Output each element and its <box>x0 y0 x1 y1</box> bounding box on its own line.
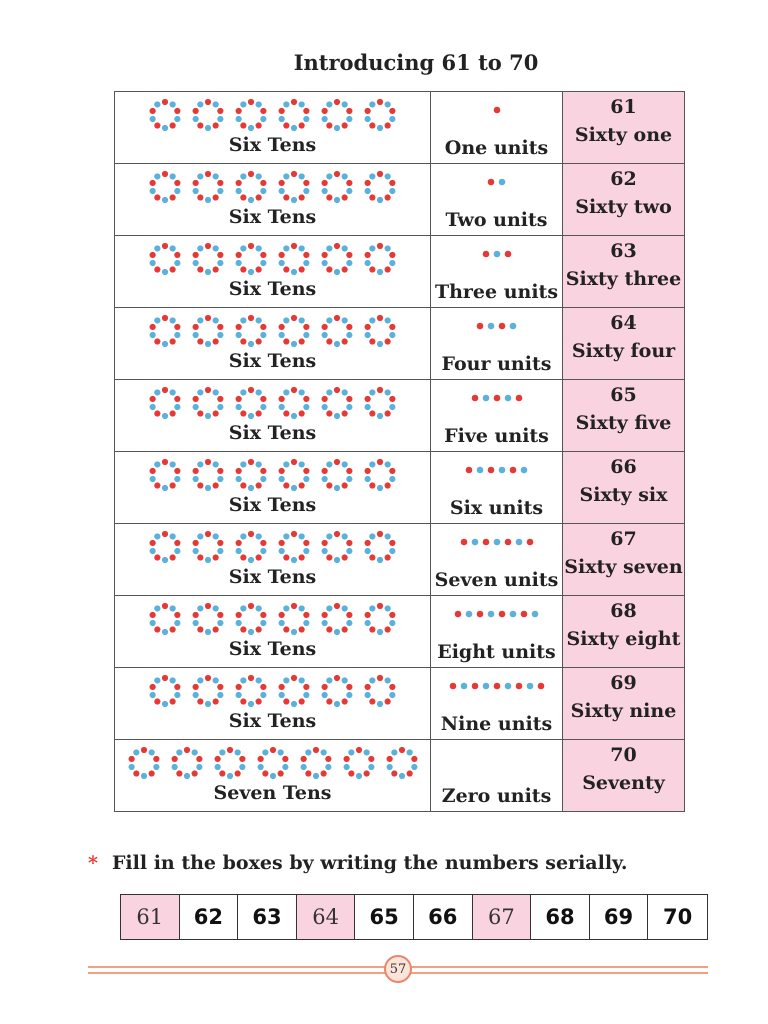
ten-bead-ring-icon <box>256 746 290 780</box>
ten-bead-ring-icon <box>234 530 268 564</box>
unit-bead-icon <box>509 466 517 474</box>
unit-bead-icon <box>482 682 490 690</box>
tens-label: Six Tens <box>228 638 317 660</box>
ten-bead-ring-icon <box>342 746 376 780</box>
ten-bead-ring-icon <box>363 98 397 132</box>
tens-label: Seven Tens <box>213 782 332 804</box>
tens-cell <box>115 236 431 308</box>
unit-bead-icon <box>504 250 512 258</box>
ten-bead-ring-icon <box>191 170 225 204</box>
units-cell <box>431 236 563 308</box>
serial-box: 65 <box>355 895 414 939</box>
number-word: Sixty nine <box>570 700 677 722</box>
number-word: Sixty eight <box>566 628 681 650</box>
ten-bead-ring-icon <box>320 170 354 204</box>
ten-bead-ring-icon <box>277 170 311 204</box>
number-word: Sixty four <box>571 340 676 362</box>
ten-rings <box>148 457 397 493</box>
serial-box: 70 <box>648 895 707 939</box>
unit-bead-icon <box>449 682 457 690</box>
tens-cell <box>115 380 431 452</box>
unit-beads <box>431 250 562 260</box>
unit-bead-icon <box>460 682 468 690</box>
number-cell <box>563 308 685 380</box>
unit-bead-icon <box>520 610 528 618</box>
number-cell <box>563 668 685 740</box>
unit-beads <box>431 466 562 476</box>
unit-bead-icon <box>537 682 545 690</box>
ten-bead-ring-icon <box>127 746 161 780</box>
tens-label: Six Tens <box>228 206 317 228</box>
ten-rings <box>148 169 397 205</box>
ten-bead-ring-icon <box>363 458 397 492</box>
serial-number-boxes <box>120 894 708 940</box>
ten-bead-ring-icon <box>320 242 354 276</box>
ten-bead-ring-icon <box>363 314 397 348</box>
tens-cell <box>115 92 431 164</box>
unit-bead-icon <box>498 322 506 330</box>
units-label: Zero units <box>441 785 552 807</box>
table-row <box>115 92 685 164</box>
table-row <box>115 596 685 668</box>
ten-bead-ring-icon <box>191 242 225 276</box>
number-value: 66 <box>610 456 637 478</box>
number-value: 68 <box>610 600 637 622</box>
ten-bead-ring-icon <box>234 602 268 636</box>
ten-bead-ring-icon <box>191 458 225 492</box>
tens-group <box>115 236 430 300</box>
unit-bead-icon <box>509 610 517 618</box>
number-value: 62 <box>610 168 637 190</box>
number-cell <box>563 740 685 812</box>
ten-rings <box>148 97 397 133</box>
tens-group <box>115 308 430 372</box>
exercise-instruction <box>88 852 628 874</box>
tens-label: Six Tens <box>228 350 317 372</box>
ten-bead-ring-icon <box>320 458 354 492</box>
ten-rings <box>148 673 397 709</box>
unit-bead-icon <box>493 394 501 402</box>
tens-group <box>115 524 430 588</box>
serial-box: 69 <box>590 895 649 939</box>
unit-bead-icon <box>498 178 506 186</box>
unit-bead-icon <box>509 322 517 330</box>
ten-bead-ring-icon <box>148 602 182 636</box>
ten-bead-ring-icon <box>363 674 397 708</box>
number-value: 67 <box>610 528 637 550</box>
serial-box: 66 <box>414 895 473 939</box>
units-label: Four units <box>441 353 552 375</box>
unit-bead-icon <box>487 610 495 618</box>
tens-label: Six Tens <box>228 278 317 300</box>
unit-beads <box>431 682 562 692</box>
serial-box: 62 <box>180 895 239 939</box>
tens-label: Six Tens <box>228 566 317 588</box>
unit-bead-icon <box>498 610 506 618</box>
units-label: Eight units <box>437 641 556 663</box>
unit-bead-icon <box>454 610 462 618</box>
unit-bead-icon <box>460 538 468 546</box>
unit-bead-icon <box>476 322 484 330</box>
unit-bead-icon <box>520 466 528 474</box>
number-word: Seventy <box>582 772 665 794</box>
unit-bead-icon <box>476 610 484 618</box>
instruction-text: Fill in the boxes by writing the numbers serially. <box>111 852 628 874</box>
ten-bead-ring-icon <box>234 170 268 204</box>
number-value: 63 <box>610 240 637 262</box>
number-cell <box>563 164 685 236</box>
ten-bead-ring-icon <box>148 530 182 564</box>
unit-beads <box>431 754 562 764</box>
number-cell <box>563 92 685 164</box>
ten-bead-ring-icon <box>277 674 311 708</box>
ten-bead-ring-icon <box>148 674 182 708</box>
unit-bead-icon <box>476 466 484 474</box>
numbers-table <box>114 91 685 812</box>
units-cell <box>431 596 563 668</box>
tens-group <box>115 668 430 732</box>
unit-bead-icon <box>465 466 473 474</box>
ten-bead-ring-icon <box>363 386 397 420</box>
unit-beads <box>431 322 562 332</box>
units-cell <box>431 524 563 596</box>
unit-bead-icon <box>531 610 539 618</box>
unit-beads <box>431 538 562 548</box>
unit-bead-icon <box>515 394 523 402</box>
ten-bead-ring-icon <box>277 386 311 420</box>
unit-bead-icon <box>493 250 501 258</box>
tens-cell <box>115 308 431 380</box>
units-cell <box>431 452 563 524</box>
serial-box: 63 <box>238 895 297 939</box>
tens-cell <box>115 452 431 524</box>
tens-group <box>115 92 430 156</box>
ten-rings <box>148 601 397 637</box>
ten-bead-ring-icon <box>148 170 182 204</box>
units-label: Five units <box>444 425 549 447</box>
unit-bead-icon <box>471 538 479 546</box>
ten-bead-ring-icon <box>148 458 182 492</box>
tens-cell <box>115 740 431 812</box>
ten-bead-ring-icon <box>148 242 182 276</box>
tens-cell <box>115 164 431 236</box>
number-word: Sixty five <box>575 412 672 434</box>
ten-bead-ring-icon <box>363 602 397 636</box>
serial-box: 61 <box>121 895 180 939</box>
ten-bead-ring-icon <box>191 314 225 348</box>
serial-box: 68 <box>531 895 590 939</box>
star-icon: * <box>88 852 98 874</box>
unit-bead-icon <box>471 682 479 690</box>
unit-bead-icon <box>487 466 495 474</box>
tens-group <box>115 164 430 228</box>
ten-bead-ring-icon <box>363 530 397 564</box>
ten-rings <box>148 385 397 421</box>
unit-beads <box>431 178 562 188</box>
tens-cell <box>115 596 431 668</box>
ten-bead-ring-icon <box>234 674 268 708</box>
ten-bead-ring-icon <box>234 98 268 132</box>
ten-bead-ring-icon <box>234 314 268 348</box>
ten-bead-ring-icon <box>299 746 333 780</box>
unit-bead-icon <box>515 682 523 690</box>
units-cell <box>431 308 563 380</box>
unit-beads <box>431 610 562 620</box>
table-row <box>115 668 685 740</box>
page-number: 57 <box>384 955 412 983</box>
units-label: Six units <box>449 497 544 519</box>
unit-bead-icon <box>482 538 490 546</box>
ten-bead-ring-icon <box>320 98 354 132</box>
unit-beads <box>431 106 562 116</box>
number-value: 64 <box>610 312 637 334</box>
ten-bead-ring-icon <box>191 674 225 708</box>
ten-bead-ring-icon <box>191 98 225 132</box>
unit-bead-icon <box>465 610 473 618</box>
unit-bead-icon <box>504 682 512 690</box>
ten-bead-ring-icon <box>234 242 268 276</box>
ten-bead-ring-icon <box>320 386 354 420</box>
ten-bead-ring-icon <box>320 530 354 564</box>
unit-bead-icon <box>487 178 495 186</box>
ten-bead-ring-icon <box>191 602 225 636</box>
ten-bead-ring-icon <box>148 314 182 348</box>
number-cell <box>563 236 685 308</box>
serial-box: 67 <box>473 895 532 939</box>
ten-bead-ring-icon <box>363 242 397 276</box>
unit-bead-icon <box>504 394 512 402</box>
number-cell <box>563 452 685 524</box>
tens-group <box>115 452 430 516</box>
numbers-table-body <box>115 92 685 812</box>
units-label: Two units <box>445 209 548 231</box>
units-cell <box>431 380 563 452</box>
units-label: Seven units <box>434 569 559 591</box>
unit-bead-icon <box>471 394 479 402</box>
number-value: 70 <box>610 744 637 766</box>
units-cell <box>431 668 563 740</box>
page-title: Introducing 61 to 70 <box>293 50 539 75</box>
unit-bead-icon <box>515 538 523 546</box>
tens-label: Six Tens <box>228 710 317 732</box>
tens-group <box>115 596 430 660</box>
number-cell <box>563 596 685 668</box>
unit-bead-icon <box>526 538 534 546</box>
unit-bead-icon <box>504 538 512 546</box>
ten-bead-ring-icon <box>320 674 354 708</box>
ten-bead-ring-icon <box>277 530 311 564</box>
ten-bead-ring-icon <box>191 530 225 564</box>
units-cell <box>431 164 563 236</box>
tens-cell <box>115 668 431 740</box>
ten-bead-ring-icon <box>363 170 397 204</box>
number-word: Sixty seven <box>564 556 683 578</box>
table-row <box>115 380 685 452</box>
units-cell <box>431 92 563 164</box>
ten-bead-ring-icon <box>277 602 311 636</box>
ten-bead-ring-icon <box>277 98 311 132</box>
ten-bead-ring-icon <box>191 386 225 420</box>
ten-bead-ring-icon <box>320 314 354 348</box>
ten-rings <box>148 313 397 349</box>
unit-bead-icon <box>526 682 534 690</box>
tens-label: Six Tens <box>228 422 317 444</box>
number-value: 69 <box>610 672 637 694</box>
number-word: Sixty two <box>575 196 672 218</box>
table-row <box>115 524 685 596</box>
table-row <box>115 236 685 308</box>
units-label: One units <box>444 137 549 159</box>
table-row <box>115 164 685 236</box>
ten-bead-ring-icon <box>385 746 419 780</box>
ten-bead-ring-icon <box>320 602 354 636</box>
ten-bead-ring-icon <box>277 458 311 492</box>
ten-bead-ring-icon <box>277 242 311 276</box>
number-cell <box>563 524 685 596</box>
ten-bead-ring-icon <box>170 746 204 780</box>
ten-rings <box>148 241 397 277</box>
tens-label: Six Tens <box>228 134 317 156</box>
ten-bead-ring-icon <box>148 386 182 420</box>
table-row <box>115 452 685 524</box>
number-word: Sixty three <box>565 268 682 290</box>
tens-group <box>115 740 430 804</box>
number-word: Sixty one <box>574 124 673 146</box>
serial-box: 64 <box>297 895 356 939</box>
ten-rings <box>148 529 397 565</box>
ten-bead-ring-icon <box>234 386 268 420</box>
units-label: Nine units <box>440 713 553 735</box>
units-cell <box>431 740 563 812</box>
unit-bead-icon <box>482 250 490 258</box>
unit-bead-icon <box>487 322 495 330</box>
number-value: 65 <box>610 384 637 406</box>
ten-bead-ring-icon <box>277 314 311 348</box>
ten-bead-ring-icon <box>148 98 182 132</box>
units-label: Three units <box>434 281 559 303</box>
tens-label: Six Tens <box>228 494 317 516</box>
ten-bead-ring-icon <box>234 458 268 492</box>
number-word: Sixty six <box>579 484 668 506</box>
unit-bead-icon <box>493 538 501 546</box>
unit-beads <box>431 394 562 404</box>
table-row <box>115 740 685 812</box>
unit-bead-icon <box>482 394 490 402</box>
table-row <box>115 308 685 380</box>
number-value: 61 <box>610 96 637 118</box>
unit-bead-icon <box>493 106 501 114</box>
ten-bead-ring-icon <box>213 746 247 780</box>
unit-bead-icon <box>498 466 506 474</box>
unit-bead-icon <box>493 682 501 690</box>
tens-cell <box>115 524 431 596</box>
number-cell <box>563 380 685 452</box>
ten-rings <box>127 745 419 781</box>
tens-group <box>115 380 430 444</box>
